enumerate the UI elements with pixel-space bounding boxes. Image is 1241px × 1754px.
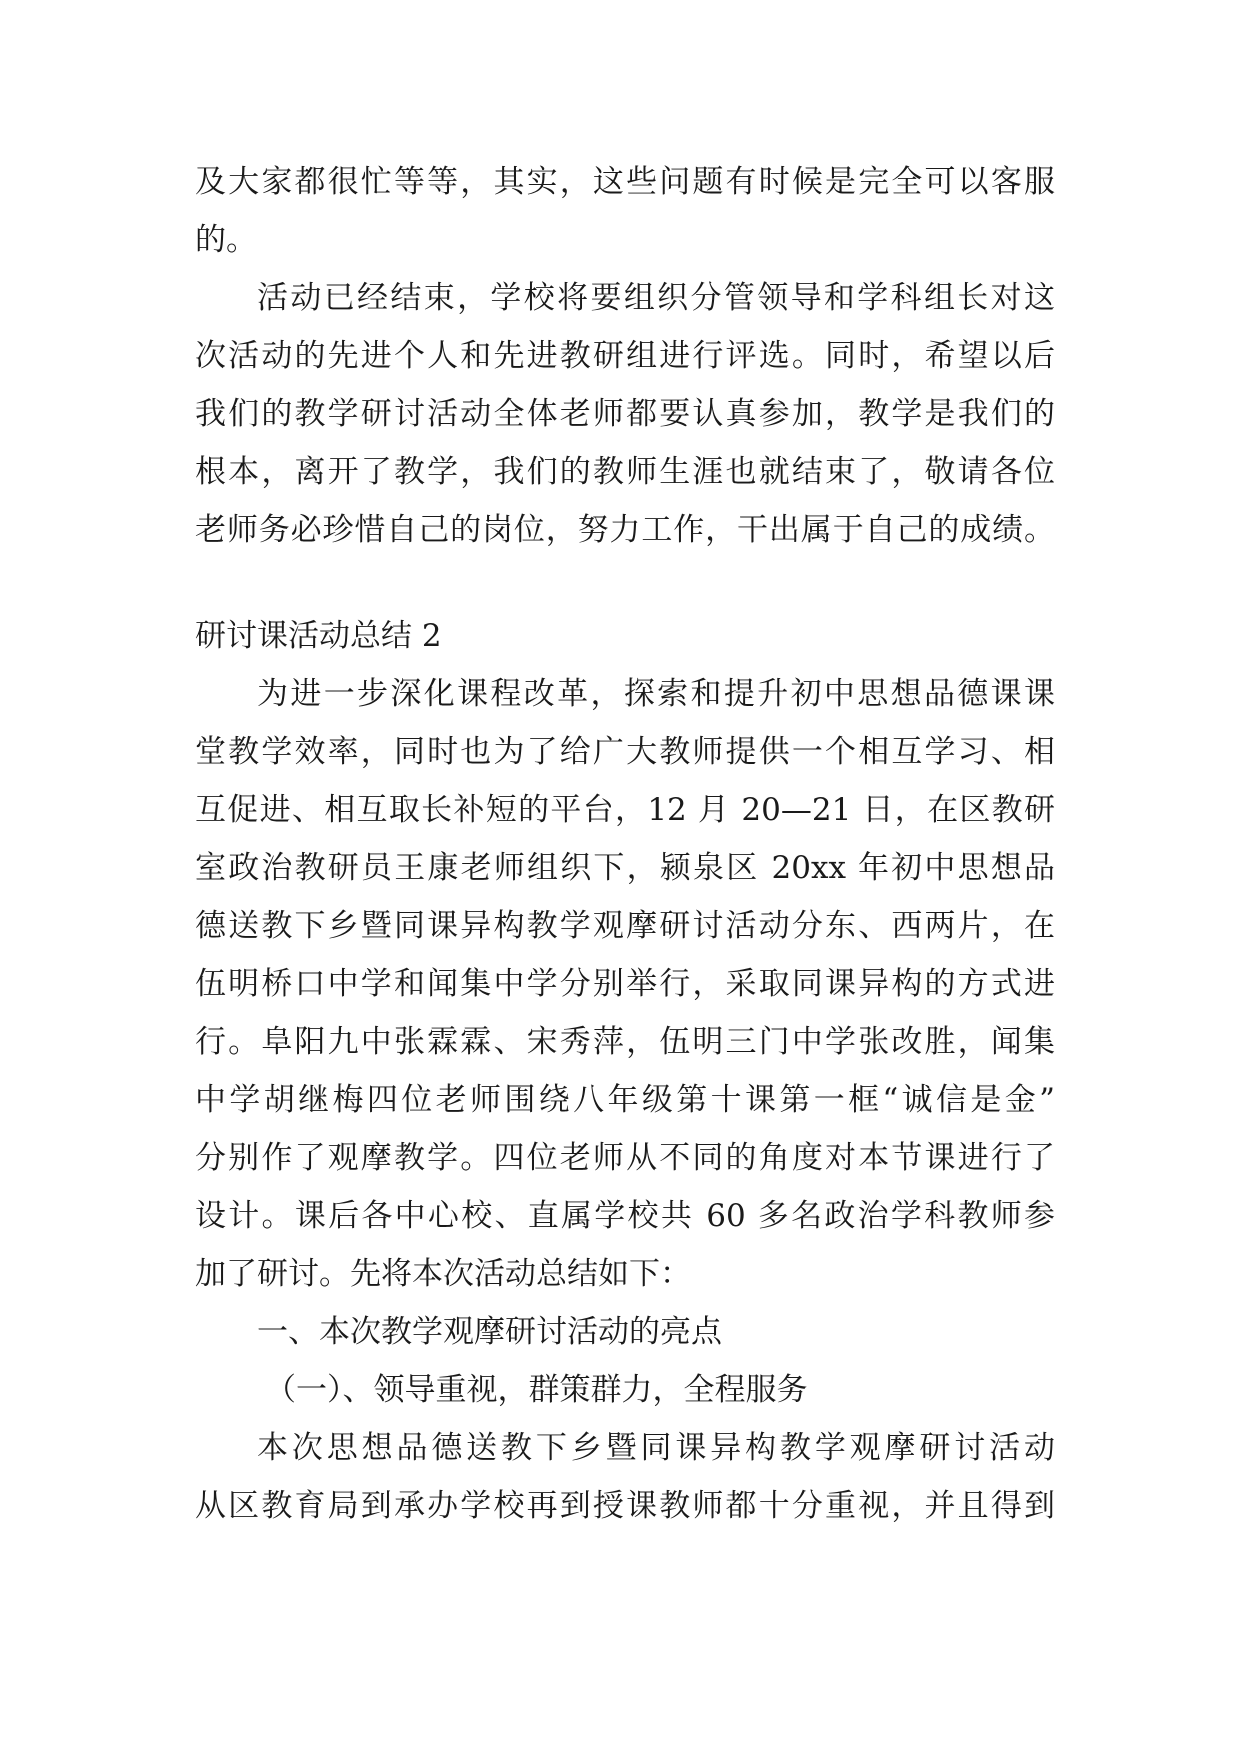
paragraph-intro (195, 665, 1055, 1303)
text-line: 设计。课后各中心校、直属学校共 60 多名政治学科教师参 (195, 1198, 1055, 1234)
paragraph-activity-end (195, 269, 1055, 559)
document-page (195, 153, 1055, 1535)
text-line: 德送教下乡暨同课异构教学观摩研讨活动分东、西两片，在 (195, 908, 1055, 944)
text-line: 堂教学效率，同时也为了给广大教师提供一个相互学习、相 (195, 734, 1055, 770)
text-line: 活动已经结束，学校将要组织分管领导和学科组长对这 (257, 280, 1055, 316)
section-title: 研讨课活动总结 2 (195, 618, 442, 654)
text-line: 室政治教研员王康老师组织下，颍泉区 20xx 年初中思想品 (195, 850, 1055, 886)
text-line: 为进一步深化课程改革，探索和提升初中思想品德课课 (257, 676, 1055, 712)
text-line: 中学胡继梅四位老师围绕八年级第十课第一框“诚信是金” (195, 1082, 1055, 1118)
subheading-highlights: 一、本次教学观摩研讨活动的亮点 (257, 1314, 722, 1350)
text-line: 行。阜阳九中张霖霖、宋秀萍，伍明三门中学张改胜，闻集 (195, 1024, 1055, 1060)
text-line: 的。 (195, 222, 257, 258)
text-line: 互促进、相互取长补短的平台，12 月 20—21 日，在区教研 (195, 792, 1055, 828)
text-line: 次活动的先进个人和先进教研组进行评选。同时，希望以后 (195, 338, 1055, 374)
text-line: 加了研讨。先将本次活动总结如下： (195, 1256, 691, 1292)
text-line: 根本，离开了教学，我们的教师生涯也就结束了，敬请各位 (195, 454, 1055, 490)
subheading-leadership: （一）、领导重视，群策群力，全程服务 (265, 1372, 808, 1408)
paragraph-continued (195, 153, 1055, 269)
text-line: 本次思想品德送教下乡暨同课异构教学观摩研讨活动 (257, 1430, 1055, 1466)
text-line: 老师务必珍惜自己的岗位，努力工作，干出属于自己的成绩。 (195, 512, 1055, 548)
text-line: 我们的教学研讨活动全体老师都要认真参加，教学是我们的 (195, 396, 1055, 432)
text-line: 及大家都很忙等等，其实，这些问题有时候是完全可以客服 (195, 164, 1055, 200)
text-line: 伍明桥口中学和闻集中学分别举行，采取同课异构的方式进 (195, 966, 1055, 1002)
section-spacer (195, 559, 1055, 607)
paragraph-leadership (195, 1419, 1055, 1535)
text-line: 从区教育局到承办学校再到授课教师都十分重视，并且得到 (195, 1488, 1055, 1524)
text-line: 分别作了观摩教学。四位老师从不同的角度对本节课进行了 (195, 1140, 1055, 1176)
